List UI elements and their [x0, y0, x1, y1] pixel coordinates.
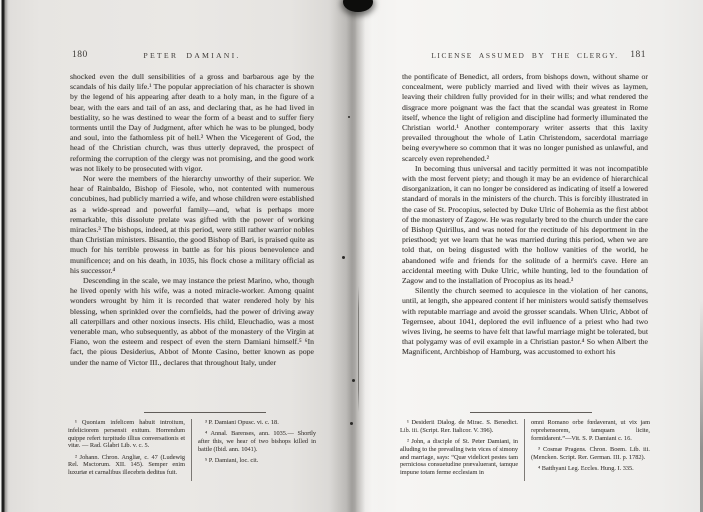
right-running-head: LICENSE ASSUMED BY THE CLERGY. [431, 51, 619, 60]
left-running-head: PETER DAMIANI. [143, 51, 241, 60]
footnote-column [400, 419, 525, 481]
footnote: ⁴ Annal. Barenses, ann. 1035.— Shortly after this, we hear of two bishops killed in battle (Ibid. ann. 1041). [198, 430, 316, 453]
paragraph: Nor were the members of the hierarchy unworthy of their superior. We hear of Rainbaldo, Bishop of Fiesole, who, not contented with numerous concubines, had publicly married a wife, and whose children were established as a wide-spread and powerful family—and, what is perhaps more remarkable, this dissolute prelate was gifted with the power of working miracles.³ The bishops, indeed, at this period, were still rather warrior nobles than Christian ministers. Bisantio, the good Bishop of Bari, is praised quite as much for his terrible prowess in battle as for his pious benevolence and munificence; and on his death, in 1035, his flock chose a military official as his successor.⁴ [70, 174, 314, 275]
footnote-separator-rule [470, 412, 592, 413]
right-page-body [402, 72, 648, 411]
paragraph: shocked even the dull sensibilities of a gross and barbarous age by the scandals of his daily life.¹ The popular appreciation of his character is shown by the legend of his appearing after death to a holy man, in the figure of a bear, with the ears and tail of an ass, and declaring that, as he had lived in bestiality, so he was destined to wear the form of a beast and to suffer fiery torments until the Day of Judgment, after which he was to be plunged, body and soul, into the fathomless pit of hell.² When the Vicegerent of God, the head of the Christian church, was thus utterly depraved, the prospect of reforming the corruption of the clergy was not promising, and the good work was not likely to be prosecuted with vigor. [70, 72, 314, 173]
footnote: ³ Cosmæ Pragens. Chron. Boem. Lib. iii. (Mencken. Script. Rer. German. III. p. 1782). [531, 445, 650, 461]
footnote: ² Johann. Chron. Angliæ, c. 47 (Ludewig Rel. Msctorum. XII. 145). Semper enim luxuriæ et carnalibus illecebris deditus fuit. [68, 453, 185, 477]
paragraph: Silently the church seemed to acquiesce in the violation of her canons, until, at length, she appeared content if her ministers would satisfy themselves with reputable marriage and avoid the grosser scandals. When Ulric, Abbot of Tegernsee, about 1041, deplored the evil influence of a priest who had two wives living, he seems to have felt that lawful marriage might be tolerated, but that polygamy was of evil example in a Christian pastor.⁴ So when Albert the Magnificent, Archbishop of Hamburg, was accustomed to exhort his [402, 286, 648, 357]
footnote: ¹ Desiderii Dialog. de Mirac. S. Benedict. Lib. iii. (Script. Rer. Italicor. V. 396). [400, 419, 518, 434]
right-page-number: 181 [630, 50, 646, 60]
footnote: ⁵ P. Damiani, loc. cit. [205, 457, 259, 465]
paragraph: In becoming thus universal and tacitly permitted it was not incompatible with the most fervent piety; and though it may be an evidence of hierarchical disorganization, it can no longer be considered as indicating of itself a lowered standard of morals in the ministers of the church. This is forcibly illustrated in the case of St. Procopius, selected by Duke Ulric of Bohemia as the first abbot of the monastery of Zagow. He was regularly bred to the church under the care of Bishop Quirillus, and was noted for the rectitude of his deportment in the priesthood; yet we learn that he was married during this period, when we are told that, on being disgusted with the hollow vanities of the world, he abandoned wife and friends for the solitude of a hermit's cave. Here an accidental meeting with Duke Ulric, while hunting, led to the foundation of Zagow and to the installation of Procopius as its head.³ [402, 163, 648, 286]
footnote: ¹ Quoniam infelicem habuit introitum, infeliciorem persensit exitum. Horrendum quippe refert turpitudo illius conversationis et vitæ. — Rad. Glabri Lib. v. c. 5. [68, 419, 185, 450]
footnote-continuation: omni Romano orbe fœdaverant, ut vix jam reprehensorem, tamquam licite, formidarent.”—Vit. S. P. Damiani c. 16. [531, 419, 650, 442]
footnote: ⁴ Batthyani Leg. Eccles. Hung. I. 335. [538, 464, 634, 472]
footnote: ² John, a disciple of St. Peter Damiani, in alluding to the prevailing twin vices of simony and marriage, says: “Quæ videlicet pestes tam perniciosa consuetudine prævaluerant, tamque impune totam ferme ecclesiam in [400, 438, 518, 477]
right-page-header [402, 50, 648, 62]
footnote-column [525, 419, 650, 481]
paragraph: the pontificate of Benedict, all orders, from bishops down, without shame or concealment, were publicly married and lived with their wives as laymen, leaving their children fully provided for in their wills; and what rendered the disgrace more poignant was the fact that the scandal was greatest in Rome itself, whence the light of religion and discipline had formerly illuminated the Christian world.¹ Another contemporary writer asserts that this laxity prevailed throughout the whole of Latin Christendom, sacerdotal marriage being everywhere so common that it was no longer punished as unlawful, and scarcely even reprehended.² [402, 72, 648, 163]
paragraph: Descending in the scale, we may instance the priest Marino, who, though he lived openly with his wife, was a noted miracle-worker. Among quaint wonders wrought by him it is recorded that water rendered holy by his blessing, when sprinkled over the cornfields, had the power of driving away all caterpillars and other noxious insects. His child, Eleuchadio, was a most venerable man, who subsequently, as abbot of the monastery of the Virgin at Fiano, won the esteem and respect of even the stern Damiani himself.⁵ ⁶In fact, the pious Desiderius, Abbot of Monte Casino, better known as pope under the name of Victor III., declares that throughout Italy, under [70, 276, 314, 367]
left-page-number: 180 [72, 50, 88, 60]
footnote: ³ P. Damiani Opusc. vi. c. 18. [205, 419, 279, 426]
right-page-footnotes [400, 419, 650, 481]
